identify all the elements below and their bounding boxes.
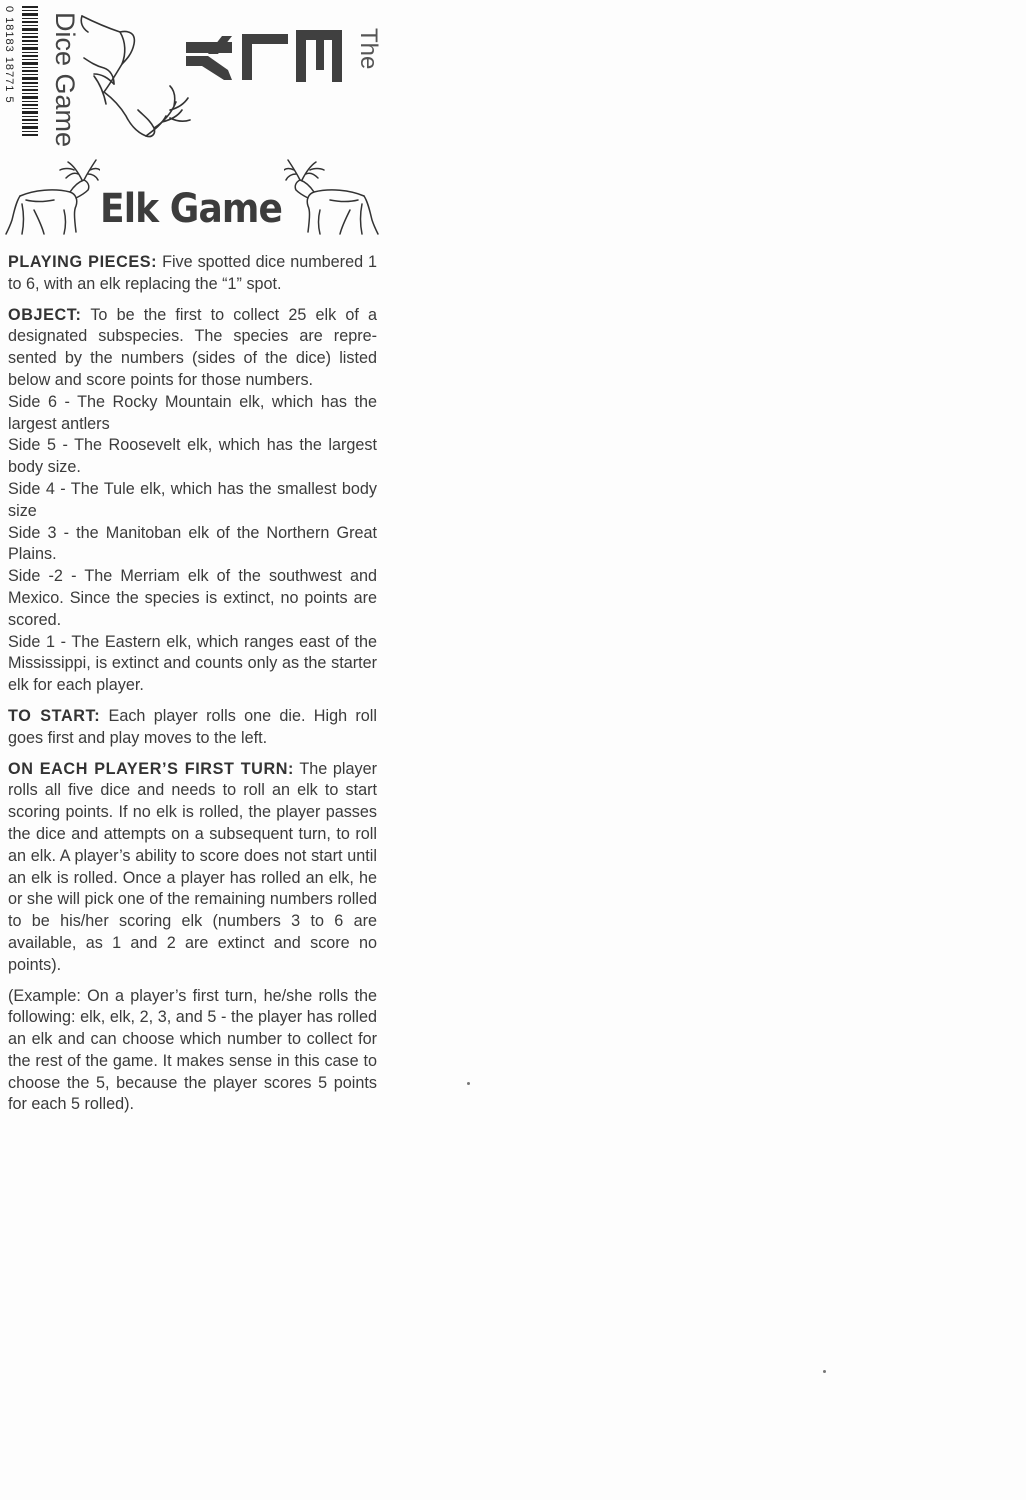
- brand-the: The: [355, 28, 382, 70]
- playing-pieces-paragraph: [8, 252, 377, 296]
- side-5-item: Side 5 - The Roosevelt elk, which has the largest body size.: [8, 436, 377, 477]
- elk-left-icon: [4, 152, 100, 238]
- to-start-paragraph: [8, 706, 377, 750]
- example-paragraph: (Example: On a player’s first turn, he/she rolls the following: elk, elk, 2, 3, and 5 - the player has rolled an elk and can choose which number to collect for the rest of the game. It makes sense in this case to choose the 5, because the player scores 5 points for each 5 rolled).: [8, 986, 377, 1114]
- object-label: OBJECT:: [8, 305, 82, 324]
- page-title: Elk Game: [100, 186, 282, 232]
- dice-game-subtitle: Dice Game: [50, 12, 80, 148]
- rules-sheet: [0, 0, 382, 1500]
- barcode: [22, 6, 38, 138]
- to-start-label: TO START:: [8, 706, 101, 725]
- elk-right-icon: [284, 152, 380, 238]
- side-6-item: Side 6 - The Rocky Mountain elk, which has the largest antlers: [8, 392, 377, 433]
- elk-illustration-icon: [74, 12, 194, 140]
- object-text: To be the first to collect 25 elk of a designated subspecies. The species are represented by the numbers (sides of the dice) listed below and score points for those numbers.: [8, 305, 377, 389]
- first-turn-label: ON EACH PLAYER’S FIRST TURN:: [8, 759, 295, 778]
- playing-pieces-text: Five spotted dice numbered 1 to 6, with an elk replacing the “1” spot.: [8, 253, 377, 293]
- side-1-item: Side 1 - The Eastern elk, which ranges east of the Mississippi, is extinct and counts only as the starter elk for each player.: [8, 632, 377, 695]
- side-2-item: Side -2 - The Merriam elk of the southwest and Mexico. Since the species is extinct, no points are scored.: [8, 567, 377, 629]
- scan-speck: [823, 1370, 826, 1373]
- barcode-digits: 0 18183 18771 5: [3, 6, 15, 104]
- side-3-item: Side 3 - the Manitoban elk of the Northern Great Plains.: [8, 523, 377, 564]
- scan-speck: [467, 1082, 470, 1085]
- side-4-item: Side 4 - The Tule elk, which has the smallest body size: [8, 479, 377, 520]
- object-paragraph: [8, 305, 377, 392]
- first-turn-text: The player rolls all five dice and needs to roll an elk to start scoring points. If no elk is rolled, the player passes the dice and attempts on a subsequent turn, to roll an elk. A player’s ability to score does not start until an elk is rolled. Once a player has rolled an elk, he or she will pick one of the remaining numbers rolled to be his/her scoring elk (numbers 3 to 6 are available, as 1 and 2 are extinct and score no points).: [8, 759, 377, 974]
- box-header: [0, 0, 382, 150]
- first-turn-paragraph: [8, 759, 377, 977]
- to-start-text: Each player rolls one die. High roll goes first and play moves to the left.: [8, 706, 377, 747]
- rules-body: [8, 252, 377, 1125]
- playing-pieces-label: PLAYING PIECES:: [8, 253, 158, 271]
- elk-logo: [180, 24, 350, 92]
